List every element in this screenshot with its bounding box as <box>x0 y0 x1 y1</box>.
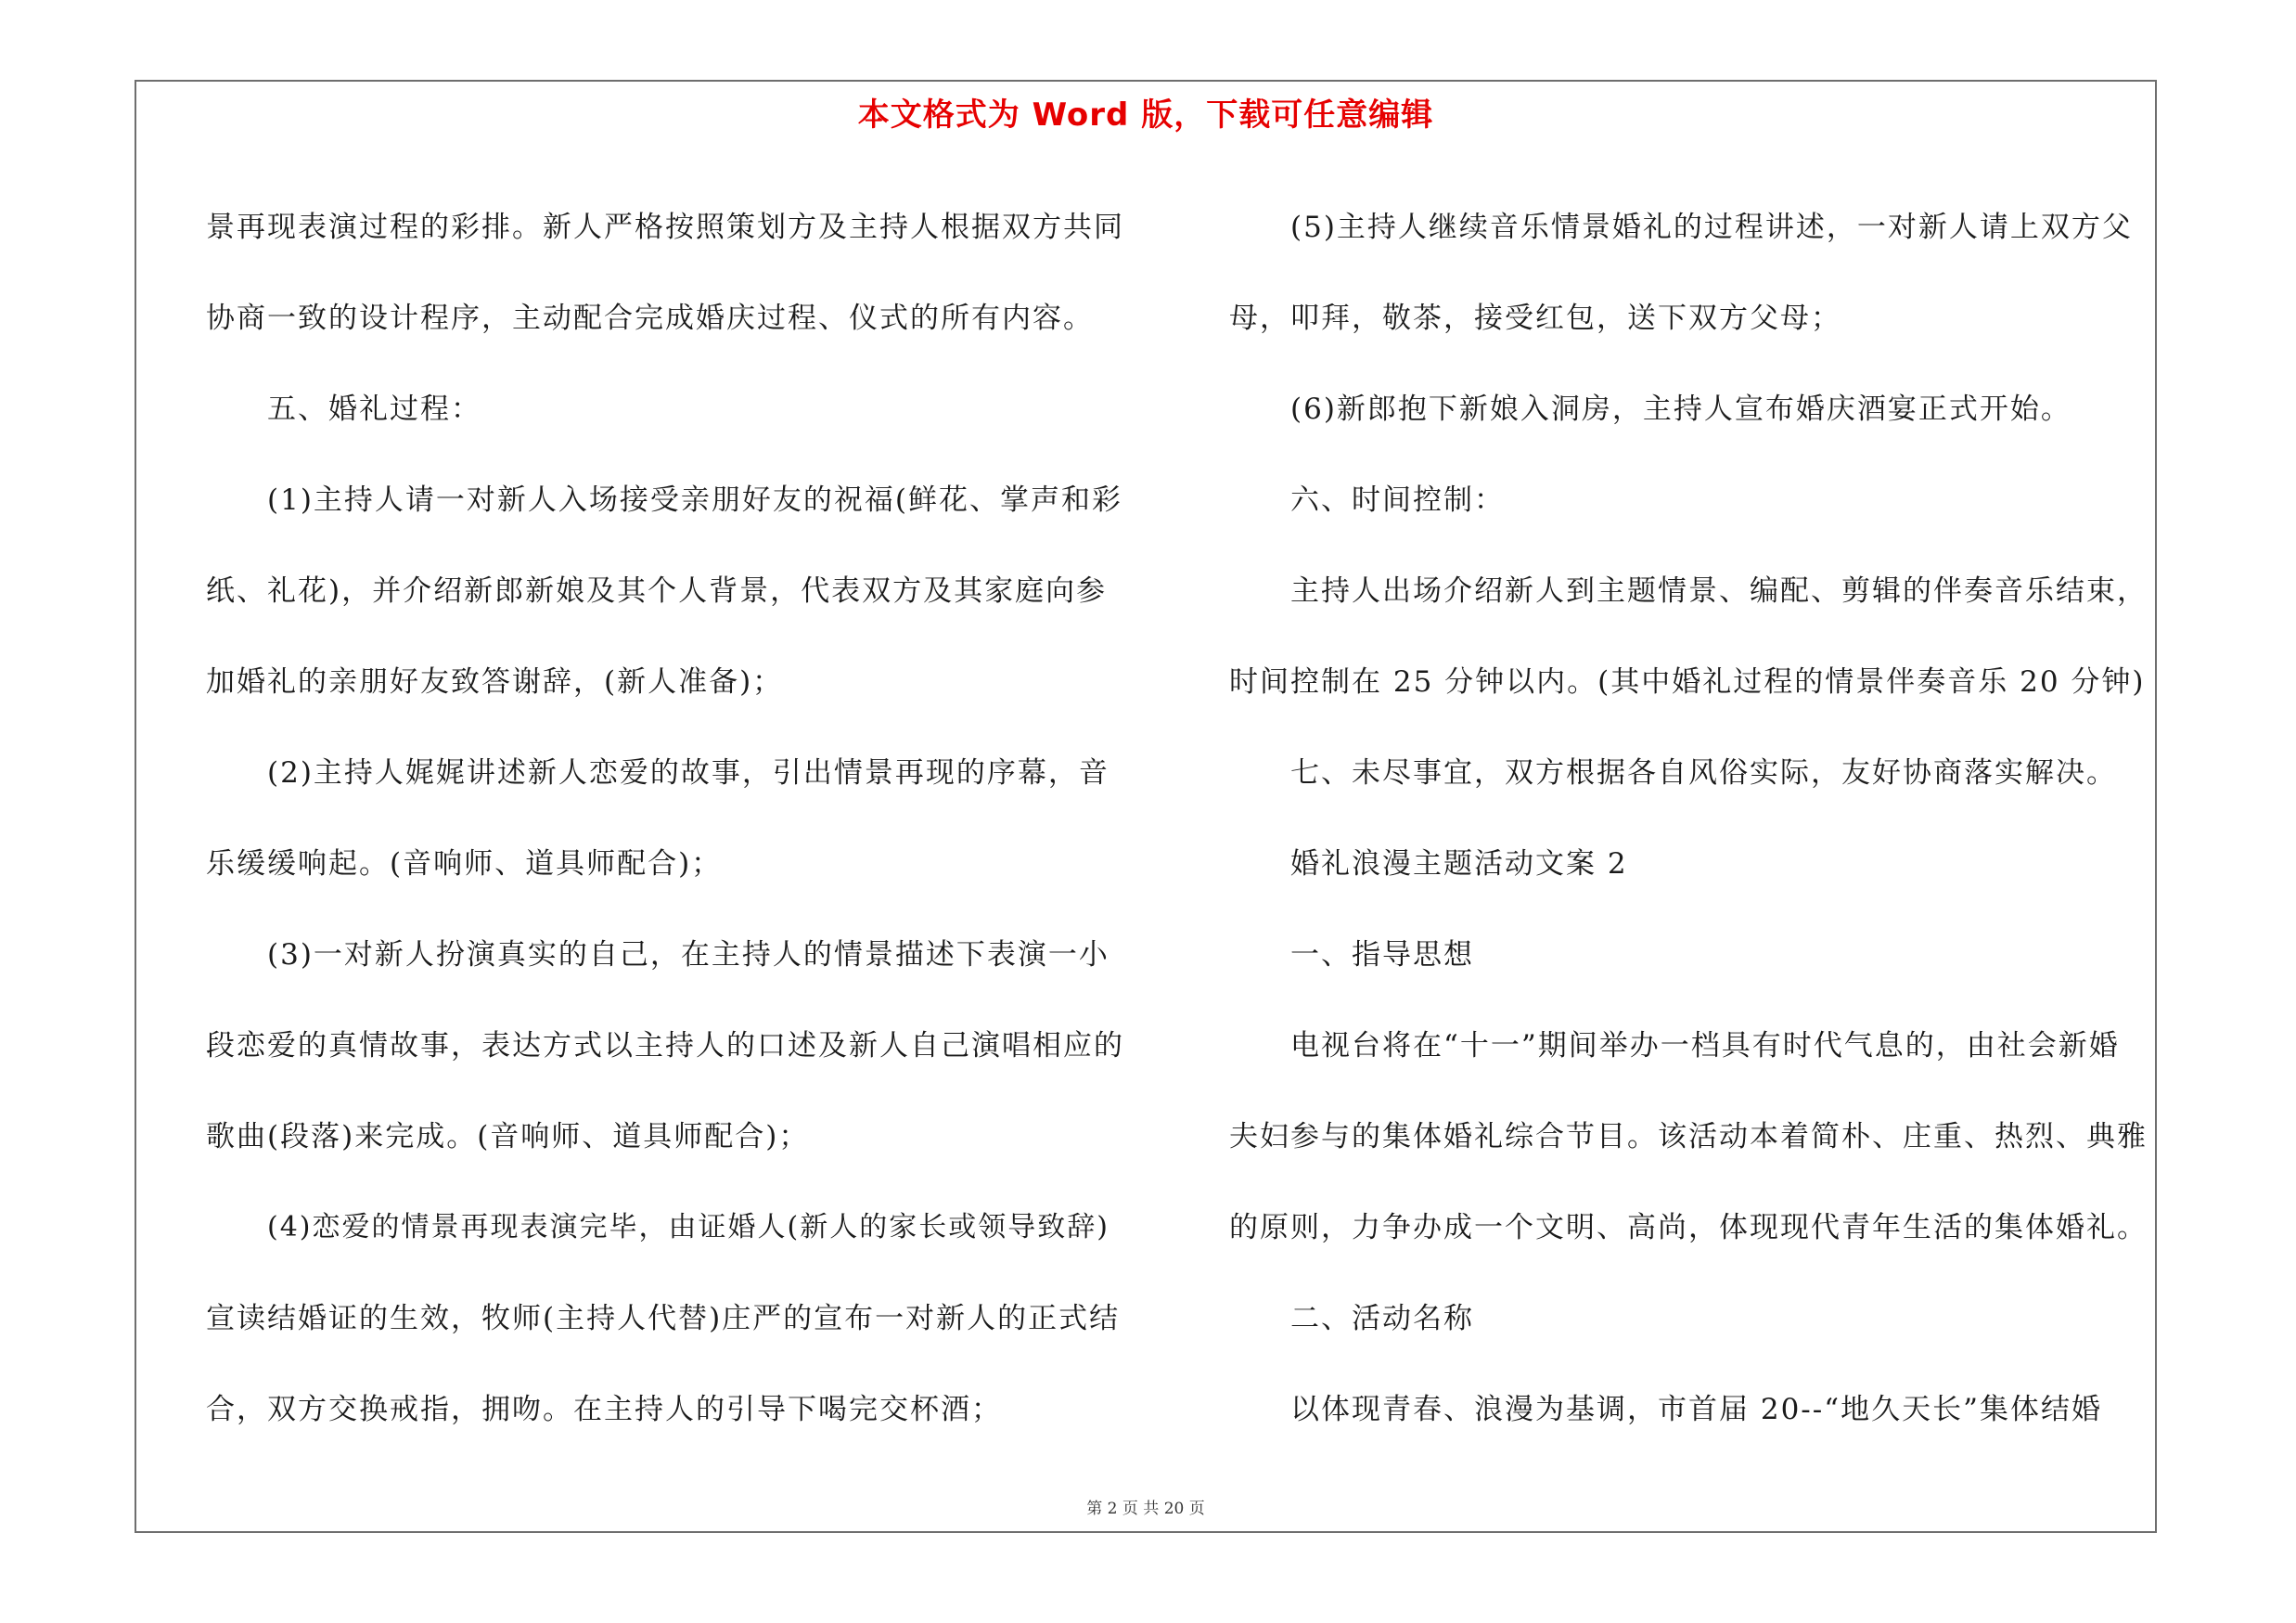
left-column-line: 协商一致的设计程序，主动配合完成婚庆过程、仪式的所有内容。 <box>206 302 1094 335</box>
page-footer: 第 2 页 共 20 页 <box>1086 1500 1205 1518</box>
right-column-line: 夫妇参与的集体婚礼综合节目。该活动本着简朴、庄重、热烈、典雅 <box>1229 1120 2148 1153</box>
left-column-line: (4)恋爱的情景再现表演完毕，由证婚人(新人的家长或领导致辞) <box>267 1211 1110 1243</box>
left-column-line: 景再现表演过程的彩排。新人严格按照策划方及主持人根据双方共同 <box>206 211 1124 244</box>
right-column <box>1229 182 2157 1455</box>
right-column-line: 六、时间控制： <box>1290 483 1505 517</box>
left-column-line: 加婚礼的亲朋好友致答谢辞，(新人准备)； <box>206 665 784 699</box>
left-column-line: (3)一对新人扮演真实的自己，在主持人的情景描述下表演一小 <box>267 938 1110 972</box>
right-column-line: 主持人出场介绍新人到主题情景、编配、剪辑的伴奏音乐结束， <box>1290 574 2148 608</box>
left-column-line: 宣读结婚证的生效，牧师(主持人代替)庄严的宣布一对新人的正式结 <box>206 1302 1121 1335</box>
left-column-line: 乐缓缓响起。(音响师、道具师配合)； <box>206 847 723 881</box>
right-column-line: (5)主持人继续音乐情景婚礼的过程讲述，一对新人请上双方父 <box>1290 211 2133 244</box>
left-column-line: 五、婚礼过程： <box>267 393 481 426</box>
page-frame <box>135 80 2157 1533</box>
left-column-line: 歌曲(段落)来完成。(音响师、道具师配合)； <box>206 1120 810 1153</box>
left-column-line: (1)主持人请一对新人入场接受亲朋好友的祝福(鲜花、掌声和彩 <box>267 483 1123 517</box>
right-column-line: (6)新郎抱下新娘入洞房，主持人宣布婚庆酒宴正式开始。 <box>1290 393 2072 426</box>
right-column-line: 七、未尽事宜，双方根据各自风俗实际，友好协商落实解决。 <box>1290 756 2117 790</box>
left-column-line: 段恋爱的真情故事，表达方式以主持人的口述及新人自己演唱相应的 <box>206 1029 1124 1063</box>
right-column-line: 婚礼浪漫主题活动文案 2 <box>1290 847 1628 881</box>
right-column-line: 以体现青春、浪漫为基调，市首届 20--“地久天长”集体结婚 <box>1290 1393 2102 1426</box>
right-column-line: 电视台将在“十一”期间举办一档具有时代气息的，由社会新婚 <box>1290 1029 2120 1063</box>
right-column-line: 母，叩拜，敬茶，接受红包，送下双方父母； <box>1229 302 1841 335</box>
right-column-line: 时间控制在 25 分钟以内。(其中婚礼过程的情景伴奏音乐 20 分钟) <box>1229 665 2146 699</box>
left-column-line: (2)主持人娓娓讲述新人恋爱的故事，引出情景再现的序幕，音 <box>267 756 1110 790</box>
right-column-line: 的原则，力争办成一个文明、高尚，体现现代青年生活的集体婚礼。 <box>1229 1211 2148 1244</box>
left-column <box>206 182 1134 1455</box>
format-banner: 本文格式为 Word 版，下载可任意编辑 <box>857 97 1434 134</box>
left-column-line: 纸、礼花)，并介绍新郎新娘及其个人背景，代表双方及其家庭向参 <box>206 574 1108 608</box>
left-column-line: 合，双方交换戒指，拥吻。在主持人的引导下喝完交杯酒； <box>206 1393 1002 1426</box>
right-column-line: 一、指导思想 <box>1290 938 1474 972</box>
right-column-line: 二、活动名称 <box>1290 1302 1474 1335</box>
